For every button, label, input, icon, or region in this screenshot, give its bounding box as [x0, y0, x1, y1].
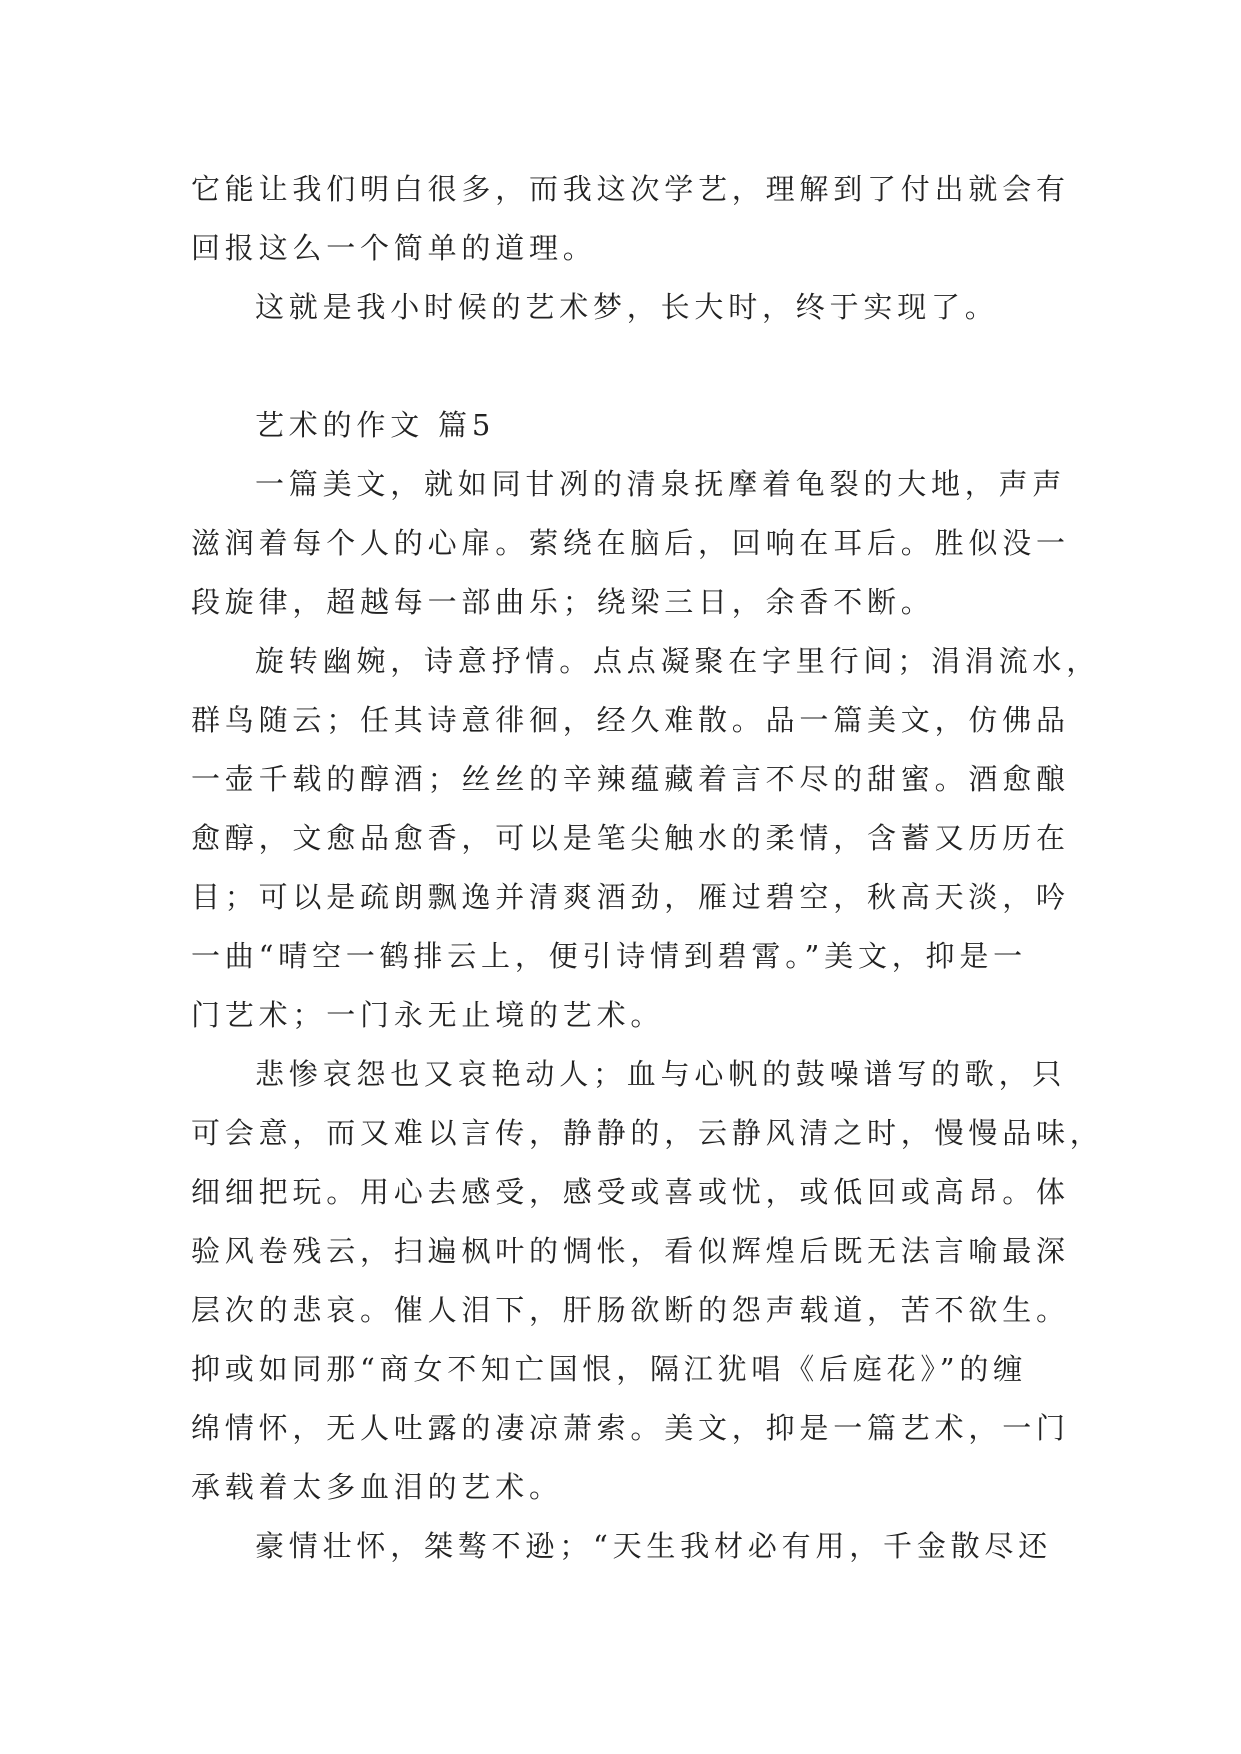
text-line: 一篇美文，就如同甘冽的清泉抚摩着龟裂的大地，声声: [255, 467, 1067, 501]
text-line: 抑或如同那“商女不知亡国恨，隔江犹唱《后庭花》”的缠: [191, 1352, 1027, 1386]
text-line: 细细把玩。用心去感受，感受或喜或忧，或低回或高昂。体: [191, 1175, 1070, 1209]
text-line: 悲惨哀怨也又哀艳动人；血与心帆的鼓噪谱写的歌，只: [255, 1057, 1067, 1091]
text-line: 绵情怀，无人吐露的凄凉萧索。美文，抑是一篇艺术，一门: [191, 1411, 1070, 1445]
text-line: 这就是我小时候的艺术梦，长大时，终于实现了。: [255, 290, 999, 324]
section-heading: 艺术的作文 篇5: [255, 408, 496, 442]
text-line: 目；可以是疏朗飘逸并清爽酒劲，雁过碧空，秋高天淡，吟: [191, 880, 1070, 914]
paragraph-spacer: [191, 337, 1051, 396]
text-line: 可会意，而又难以言传，静静的，云静风清之时，慢慢品味，: [191, 1116, 1104, 1150]
text-line: 一曲“晴空一鹤排云上，便引诗情到碧霄。”美文，抑是一: [191, 939, 1027, 973]
text-line: 一壶千载的醇酒；丝丝的辛辣蕴藏着言不尽的甜蜜。酒愈酿: [191, 762, 1070, 796]
text-line: 豪情壮怀，桀骜不逊；“天生我材必有用，千金散尽还: [255, 1529, 1053, 1563]
text-line: 承载着太多血泪的艺术。: [191, 1470, 563, 1504]
text-line: 门艺术；一门永无止境的艺术。: [191, 998, 665, 1032]
text-line: 滋润着每个人的心扉。萦绕在脑后，回响在耳后。胜似没一: [191, 526, 1070, 560]
text-line: 段旋律，超越每一部曲乐；绕梁三日，余香不断。: [191, 585, 935, 619]
text-line: 愈醇，文愈品愈香，可以是笔尖触水的柔情，含蓄又历历在: [191, 821, 1070, 855]
text-line: 回报这么一个简单的道理。: [191, 231, 597, 265]
text-line: 它能让我们明白很多，而我这次学艺，理解到了付出就会有: [191, 172, 1070, 206]
text-line: 验风卷残云，扫遍枫叶的惆怅，看似辉煌后既无法言喻最深: [191, 1234, 1070, 1268]
text-line: 群鸟随云；任其诗意徘徊，经久难散。品一篇美文，仿佛品: [191, 703, 1070, 737]
text-line: 层次的悲哀。催人泪下，肝肠欲断的怨声载道，苦不欲生。: [191, 1293, 1070, 1327]
text-line: 旋转幽婉，诗意抒情。点点凝聚在字里行间；涓涓流水，: [255, 644, 1101, 678]
document-body: [191, 160, 1104, 1576]
